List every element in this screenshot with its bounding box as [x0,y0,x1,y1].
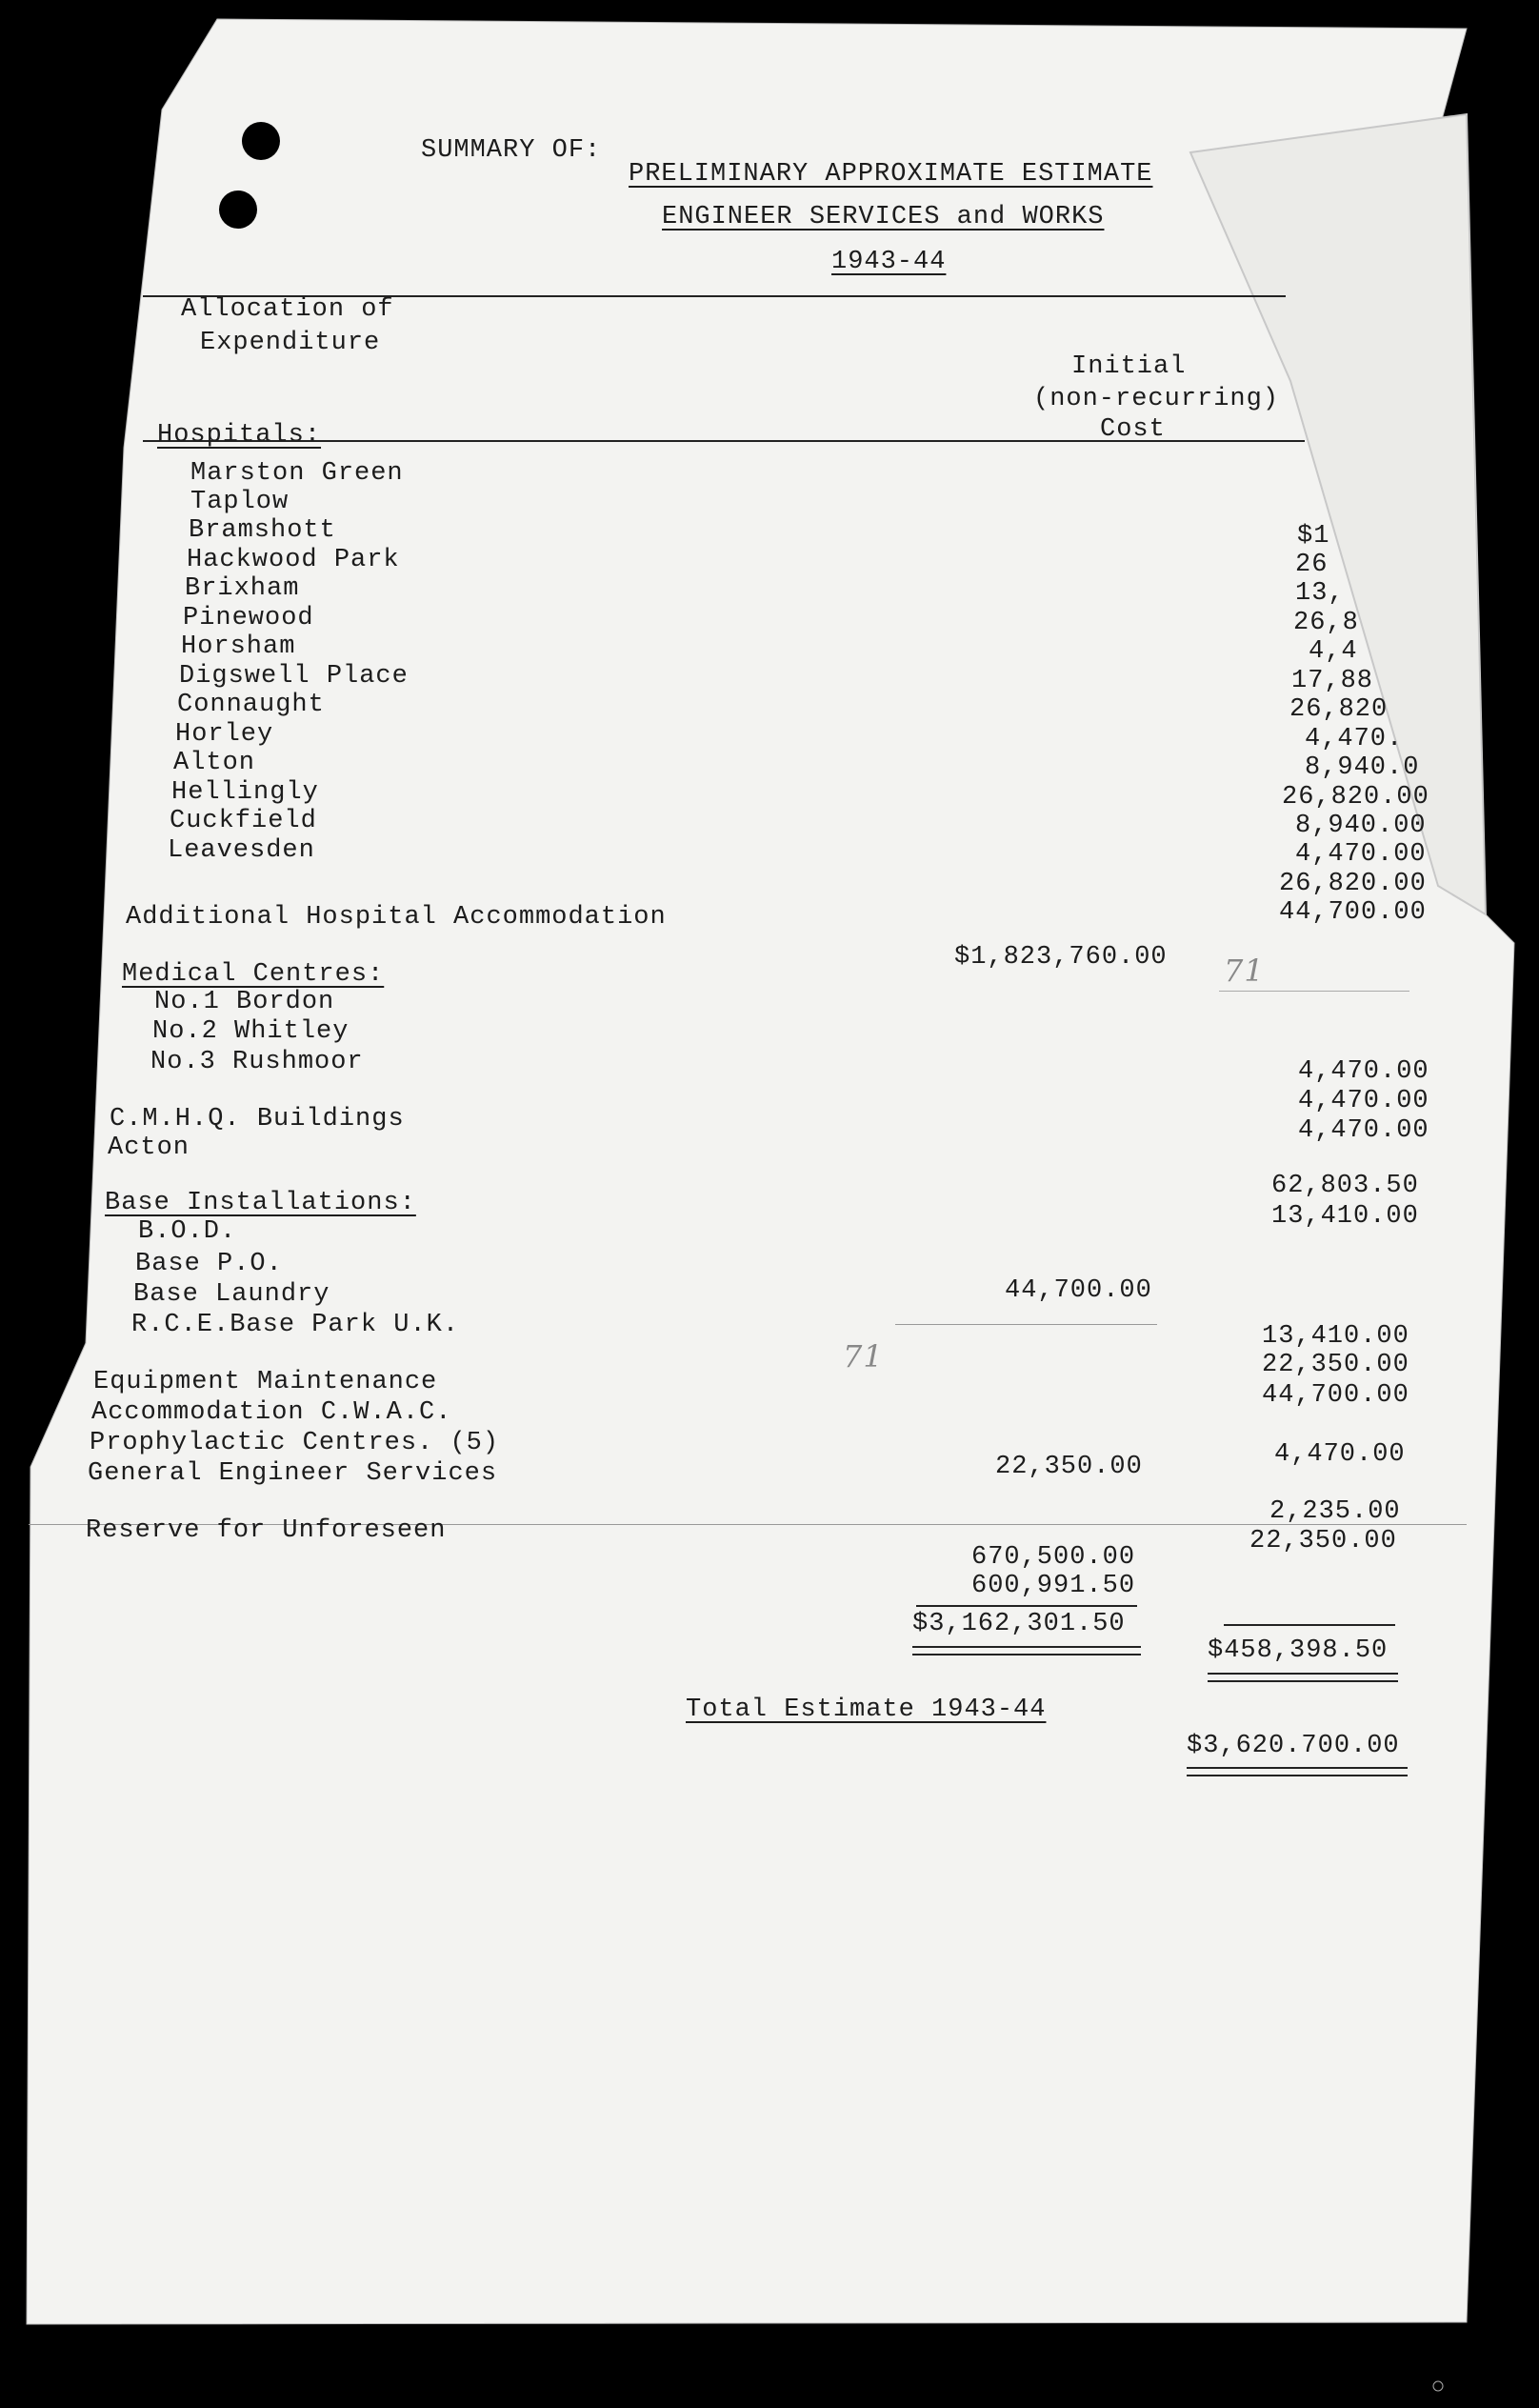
initial-heading-3: Cost [1100,415,1166,444]
hospital-amount: 44,700.00 [1279,898,1427,927]
hospital-item: Marston Green [190,459,404,488]
prophylactic-initial: 22,350.00 [995,1453,1143,1481]
base-item: B.O.D. [138,1217,237,1246]
punch-hole-bottom [219,191,257,229]
cmhq-label: C.M.H.Q. Buildings [110,1105,405,1134]
cmhq-amount: 62,803.50 [1271,1172,1419,1200]
faint-rule [895,1324,1157,1325]
hospital-item: Brixham [185,574,300,603]
lower-initial: 600,991.50 [971,1572,1136,1600]
hospital-amount: $1 [1297,522,1330,551]
summary-label: SUMMARY OF: [421,136,602,165]
hospital-item: Cuckfield [170,807,317,835]
hospital-amount: 13, [1295,579,1345,608]
hospital-amount: 26,820.00 [1282,783,1429,812]
services-title: ENGINEER SERVICES and WORKS [662,203,1105,231]
hospital-item: Hellingly [171,778,319,807]
allocation-heading-1: Allocation of [181,295,394,324]
hospital-amount: 26 [1295,551,1329,579]
second-total-double-rule [1208,1673,1398,1682]
margin-mark: 71 [843,1338,884,1375]
additional-hospital-initial: $1,823,760.00 [954,943,1168,972]
other-item: General Engineer Services [88,1459,498,1488]
base-initial: 44,700.00 [1005,1276,1152,1305]
medical-centre-amount: 4,470.00 [1298,1116,1429,1145]
other-item: Accommodation C.W.A.C. [91,1398,452,1427]
base-item: Base Laundry [133,1280,330,1309]
year-label: 1943-44 [831,248,947,276]
hospital-item: Hackwood Park [187,546,400,574]
hospital-item: Pinewood [183,604,314,632]
hospital-item: Leavesden [168,836,315,865]
initial-heading-2: (non-recurring) [1033,385,1280,413]
other-item: Equipment Maintenance [93,1368,438,1396]
medical-centre-item: No.1 Bordon [154,988,335,1016]
hospital-item: Alton [173,749,256,777]
lower-amount: 2,235.00 [1269,1497,1401,1526]
base-item: R.C.E.Base Park U.K. [131,1311,460,1339]
medical-centre-item: No.2 Whitley [152,1017,350,1046]
subtotal-rule [1224,1624,1395,1626]
other-item: Reserve for Unforeseen [86,1516,447,1545]
hospital-amount: 26,820.00 [1279,870,1427,898]
hospital-amount: 4,470. [1305,725,1404,753]
margin-mark: 71 [1224,953,1265,989]
other-item: Prophylactic Centres. (5) [90,1429,500,1457]
base-item: Base P.O. [135,1250,283,1278]
hospital-amount: 26,8 [1293,609,1359,637]
medical-centre-amount: 4,470.00 [1298,1087,1429,1115]
hospital-item: Connaught [177,691,325,719]
subtotal-rule [916,1605,1137,1607]
base-amount: 22,350.00 [1262,1351,1409,1379]
punch-hole-top [242,122,280,160]
hospital-item: Digswell Place [179,662,409,691]
prophylactic-amount: 4,470.00 [1274,1440,1406,1469]
hospital-amount: 4,4 [1309,637,1358,666]
faint-rule [1219,991,1409,992]
medical-centres-heading: Medical Centres: [122,960,385,989]
grand-total: $3,620.700.00 [1187,1732,1400,1760]
hospital-amount: 8,940.00 [1295,812,1427,840]
second-total: $458,398.50 [1208,1636,1389,1665]
medical-centre-amount: 4,470.00 [1298,1057,1429,1086]
allocation-heading-2: Expenditure [200,329,381,357]
hospital-amount: 17,88 [1291,667,1374,695]
hospital-amount: 26,820 [1289,695,1389,724]
hospital-amount: 4,470.00 [1295,840,1427,869]
initial-total: $3,162,301.50 [912,1610,1126,1638]
base-amount: 44,700.00 [1262,1381,1409,1410]
hospital-item: Bramshott [189,516,336,545]
hospital-item: Horsham [181,632,296,661]
cmhq-acton-label: Acton [108,1134,190,1162]
grand-total-double-rule [1187,1767,1408,1776]
initial-heading-1: Initial [1071,352,1187,381]
additional-hospital-label: Additional Hospital Accommodation [126,903,667,932]
base-amount: 13,410.00 [1262,1322,1409,1351]
hospitals-heading: Hospitals: [157,421,322,450]
medical-centre-item: No.3 Rushmoor [150,1048,364,1076]
cmhq-acton-amount: 13,410.00 [1271,1202,1419,1231]
hospital-amount: 8,940.0 [1305,753,1420,782]
hospital-item: Taplow [190,488,290,516]
initial-total-double-rule [912,1646,1141,1656]
lower-amount: 22,350.00 [1249,1527,1397,1555]
grand-total-label: Total Estimate 1943-44 [686,1696,1047,1724]
base-installations-heading: Base Installations: [105,1189,416,1217]
hospital-item: Horley [175,720,274,749]
estimate-title: PRELIMINARY APPROXIMATE ESTIMATE [629,160,1153,189]
lower-initial: 670,500.00 [971,1543,1136,1572]
